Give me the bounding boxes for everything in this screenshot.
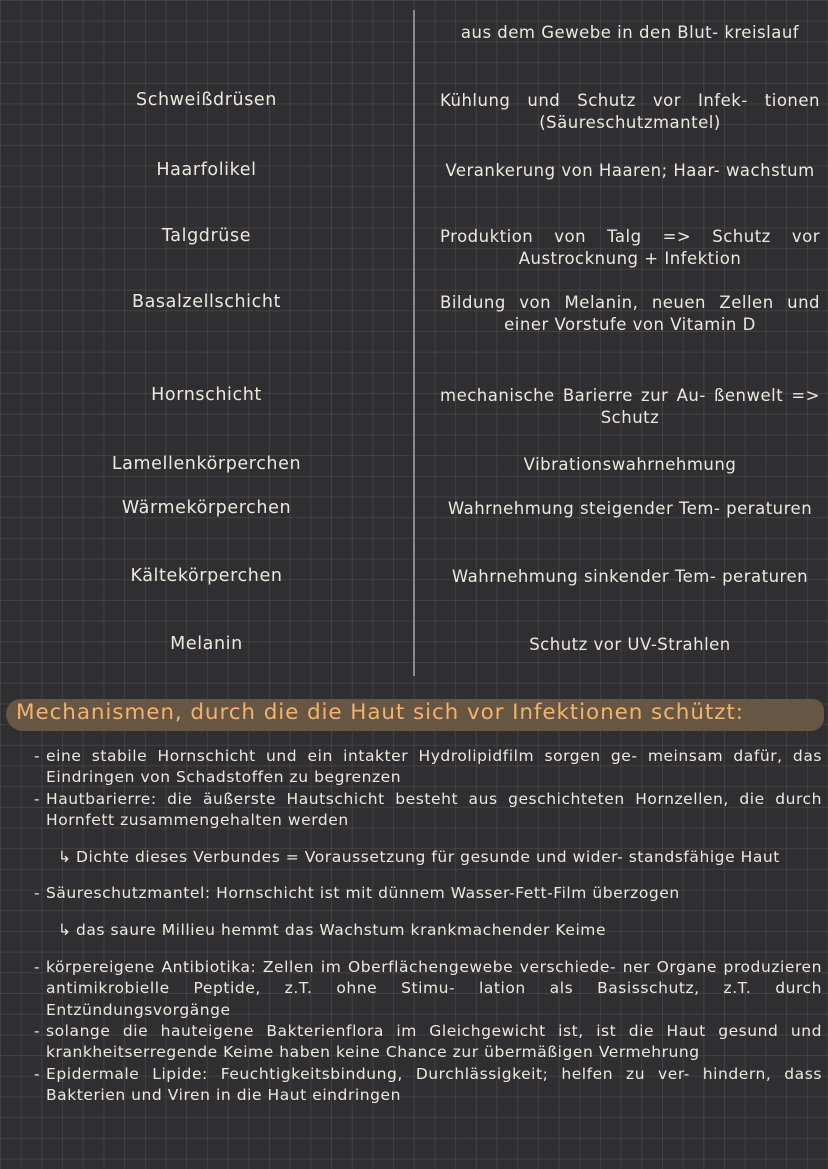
list-item: - eine stabile Hornschicht und ein intakter Hydrolipidfilm sorgen ge- meinsam dafür, das Eindringen von Schadstoffen zu begrenzen <box>46 746 822 789</box>
table-row-term: Hornschicht <box>151 385 262 405</box>
table-row-term: Basalzellschicht <box>132 292 281 312</box>
list-item: - körpereigene Antibiotika: Zellen im Oberflächengewebe verschiede- ner Organe produzieren antimikrobielle Peptide, z.T. ohne Stimu- lation als Basisschutz, z.T. durch Entzündungsvorgänge <box>46 957 822 1021</box>
list-item: - Hautbarierre: die äußerste Hautschicht besteht aus geschichteten Hornzellen, die durch Hornfett zusammengehalten werden <box>46 789 822 832</box>
list-item: - Säureschutzmantel: Hornschicht ist mit dünnem Wasser-Fett-Film überzogen <box>46 883 822 904</box>
bullet-list <box>46 746 822 1106</box>
table-row-description: aus dem Gewebe in den Blut- kreislauf <box>460 23 800 42</box>
table-row-term: Haarfolikel <box>156 160 257 180</box>
table-row-description: Wahrnehmung steigender Tem- peraturen <box>447 499 813 518</box>
column-divider <box>413 10 415 676</box>
list-subitem-text: Dichte dieses Verbundes = Voraussetzung für gesunde und wider- standsfähige Haut <box>76 847 780 866</box>
table-row-term: Lamellenkörperchen <box>111 454 302 474</box>
return-arrow-icon: ↳ <box>58 921 72 940</box>
table-row-term: Talgdrüse <box>161 226 252 246</box>
table-row-description: Verankerung von Haaren; Haar- wachstum <box>445 161 815 180</box>
table-row-term: Melanin <box>170 634 243 654</box>
table-row-description: Bildung von Melanin, neuen Zellen und einer Vorstufe von Vitamin D <box>440 293 820 334</box>
table-row-term: Kältekörperchen <box>130 566 283 586</box>
return-arrow-icon: ↳ <box>58 847 72 866</box>
section-heading-text: Mechanismen, durch die die Haut sich vor Infektionen schützt: <box>16 700 744 725</box>
list-item: - Epidermale Lipide: Feuchtigkeitsbindung, Durchlässigkeit; helfen zu ver- hindern, dass Bakterien und Viren in die Haut eindringen <box>46 1064 822 1107</box>
section-heading <box>6 694 824 734</box>
table-row-term: Schweißdrüsen <box>136 90 277 110</box>
table-row-description: Wahrnehmung sinkender Tem- peraturen <box>451 567 809 586</box>
table-row-description: Schutz vor UV-Strahlen <box>529 635 731 654</box>
table-row-description: Vibrationswahrnehmung <box>523 455 737 474</box>
skin-structure-table <box>0 10 828 676</box>
list-subitem <box>54 847 822 868</box>
list-item: - solange die hauteigene Bakterienflora im Gleichgewicht ist, ist die Haut gesund und krankheitserregende Keime haben keine Chance zur übermäßigen Vermehrung <box>46 1021 822 1064</box>
list-subitem <box>54 920 822 941</box>
table-row-description: Kühlung und Schutz vor Infek- tionen (Säureschutzmantel) <box>440 91 820 132</box>
table-row-description: mechanische Barierre zur Au- ßenwelt => Schutz <box>440 386 820 427</box>
list-subitem-text: das saure Millieu hemmt das Wachstum krankmachender Keime <box>76 921 607 940</box>
table-row-term: Wärmekörperchen <box>121 498 292 518</box>
table-row-description: Produktion von Talg => Schutz vor Austrocknung + Infektion <box>440 227 820 268</box>
